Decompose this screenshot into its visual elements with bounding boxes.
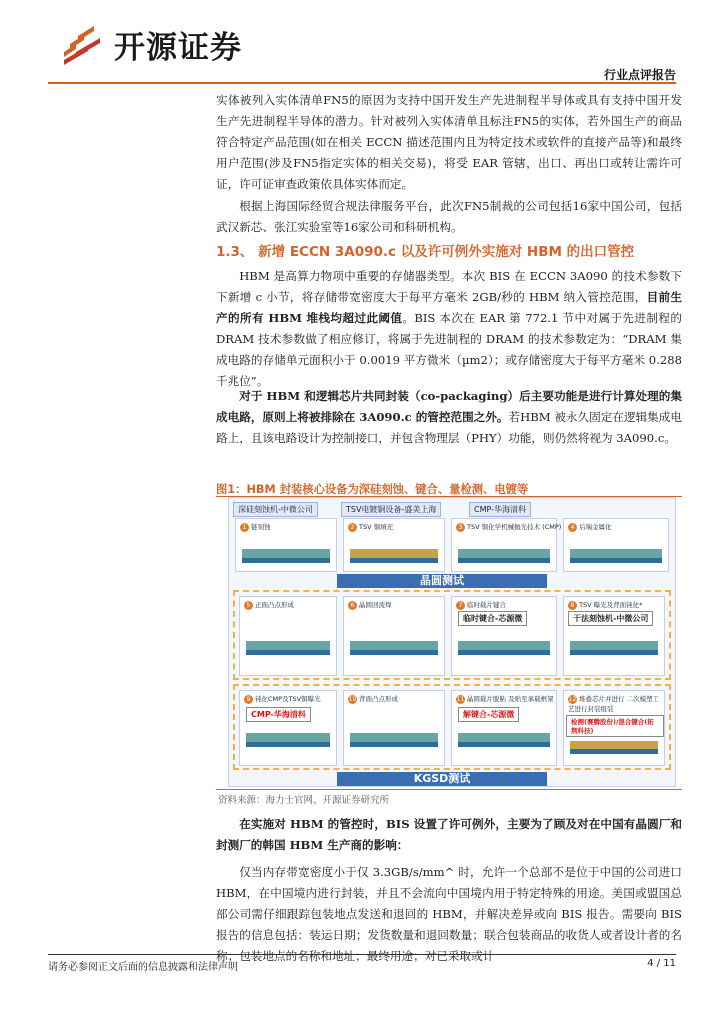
vendor-dry-etch: 干法刻蚀机-中微公司 — [568, 611, 653, 626]
step-cell: 1 链刻蚀 — [235, 518, 337, 572]
paragraph-exception-conditions: 仅当内存带宽密度小于仅 3.3GB/s/mm^ 时，允许一个总部不是位于中国的公司进口 HBM，在中国境内进行封装，并且不会流向中国境内用于特定特殊的用途。美国或盟国总部公司需仔细跟踪包装地点发送和退回的 HBM，并解决差异或向 BIS 报告。需要向 BIS 报告的信息包括：装运日期；发货数量和退回数量；联合包装商品的收货人或者设计者的名称；包装地点的名称和地址；最终用途；对已采取或计 — [216, 865, 682, 963]
step-cell: 12 堆叠芯片并进行 二次模塑工艺进行封装组装 检测(赛腾股份)/混合键合(拓荆科技) — [563, 690, 665, 766]
step-cell: 9 钝化CMP及TSV铜曝光 CMP-华海清科 — [239, 690, 337, 766]
hbm-process-figure — [228, 497, 676, 787]
step-label: 临时载片键合 — [467, 601, 506, 609]
dashed-zone — [233, 590, 671, 680]
step-label: 晶圆回流焊 — [359, 601, 392, 609]
wafer-test-band: 晶圆测试 — [337, 574, 547, 588]
paragraph-fn5-reason: 实体被列入实体清单FN5的原因为支持中国开发生产先进制程半导体或具有支持中国开发生产先进制程半导体的潜力。针对被列入实体清单且标注FN5的实体，若外国生产的商品符合特定产品范围(如在相关 ECCN 描述范围内且为特定技术或软件的直接产品等)和最终用户范围(涉及FN5指定实体的相关交易)，将受 EAR 管辖，出口、再出口或转让需许可证，许可证审查政策依具体实体而定。 — [216, 93, 682, 191]
step-label: 钝化CMP及TSV铜曝光 — [255, 695, 321, 703]
step-label: 后端金属化 — [579, 523, 612, 531]
vendor-inspection-bond: 检测(赛腾股份)/混合键合(拓荆科技) — [566, 715, 664, 737]
step-cell: 7 临时载片键合 临时键合-芯源微 — [451, 596, 557, 676]
paragraph-hbm-control-a: HBM 是高算力物项中重要的存储器类型。本次 BIS 在 ECCN 3A090 的技术参数下下新增 c 小节，将存储带宽密度大于每平方毫米 2GB/秒的 HBM 纳入管控范围， — [216, 269, 682, 304]
report-type: 行业点评报告 — [603, 68, 676, 82]
vendor-tag-cmp: CMP-华海清科 — [469, 502, 531, 517]
footer-divider — [48, 954, 676, 955]
step-label: 堆叠芯片并进行 二次模塑工艺进行封装组装 — [568, 695, 660, 713]
dashed-zone — [233, 684, 671, 770]
step-label: TSV 铜填充 — [359, 523, 394, 531]
section-heading: 1.3、 新增 ECCN 3A090.c 以及许可例外实施对 HBM 的出口管控 — [216, 244, 635, 260]
page-number: 4 / 11 — [647, 958, 676, 969]
paragraph-hbm-control-c: 。BIS 本次在 EAR 第 772.1 节中对属于先进制程的 DRAM 技术参数做了相应修订，将属于先进制程的 DRAM 的技术参数定为：“DRAM 集成电路的存储单元面积小于 0.0019 平方微米（µm2）；或存储密度大于每平方毫米 0.288 千兆位”。 — [216, 311, 682, 388]
step-cell: 4 后端金属化 — [563, 518, 669, 572]
paragraph-sanctioned-companies: 根据上海国际经贸合规法律服务平台，此次FN5制裁的公司包括16家中国公司，包括武汉新芯、张江实验室等16家公司和科研机构。 — [216, 199, 682, 234]
paragraph-co-packaging — [216, 386, 682, 449]
vendor-temp-bond: 临时键合-芯源微 — [458, 611, 527, 626]
step-cell: 6 晶圆回流焊 — [343, 596, 445, 676]
header-divider — [48, 82, 676, 84]
step-cell: 8 TSV 曝光及背面钝化* 干法刻蚀机-中微公司 — [563, 596, 665, 676]
brand-name: 开源证券 — [114, 30, 242, 66]
brand-logo — [60, 18, 280, 70]
kgsd-test-band: KGSD测试 — [337, 772, 547, 786]
brand-mark-icon — [60, 22, 106, 64]
step-label: 链刻蚀 — [251, 523, 271, 531]
footer-disclaimer: 请务必参阅正文后面的信息披露和法律声明 — [48, 962, 238, 973]
figure-bottom-rule — [216, 789, 682, 790]
paragraph-co-packaging-rest: 若HBM 被永久固定在逻辑集成电路上，且该电路设计为控制接口，并包含物理层（PHY）功能，则仍然将视为 3A090.c。 — [216, 410, 682, 445]
paragraph-co-packaging-bold: 对于 HBM 和逻辑芯片共同封装（co-packaging）后主要功能是进行计算处理的集成电路，原则上将被排除在 3A090.c 的管控范围之外。 — [216, 389, 682, 424]
vendor-tag-etch: 深硅刻蚀机-中微公司 — [233, 502, 318, 517]
step-label: TSV 铜化学机械抛光技术 (CMP) — [467, 523, 562, 531]
vendor-debond: 解键合-芯源微 — [458, 707, 519, 722]
vendor-tag-plating: TSV电镀铜设备-盛美上海 — [341, 502, 441, 517]
paragraph-hbm-control — [216, 266, 682, 392]
step-label: TSV 曝光及背面钝化* — [579, 601, 643, 609]
paragraph-license-exception: 在实施对 HBM 的管控时，BIS 设置了许可例外，主要为了顾及对在中国有晶圆厂和封测厂的韩国 HBM 生产商的影响： — [216, 817, 682, 852]
vendor-cmp: CMP-华海清科 — [246, 707, 311, 722]
step-cell: 2 TSV 铜填充 — [343, 518, 445, 572]
paragraph-hbm-control-bold: 目前生产的所有 HBM 堆栈均超过此阈值 — [216, 290, 682, 325]
step-cell: 11 晶圆载片脱粘 及贴至承载框架 解键合-芯源微 — [451, 690, 557, 766]
step-cell: 3 TSV 铜化学机械抛光技术 (CMP) — [451, 518, 557, 572]
step-label: 背面凸点形成 — [359, 695, 398, 703]
figure-title: 图1：HBM 封装核心设备为深硅刻蚀、键合、量检测、电镀等 — [216, 483, 529, 496]
step-label: 晶圆载片脱粘 及贴至承载框架 — [467, 695, 554, 703]
step-label: 正面凸点形成 — [255, 601, 294, 609]
step-cell: 5 正面凸点形成 — [239, 596, 337, 676]
step-cell: 10 背面凸点形成 — [343, 690, 445, 766]
figure-source: 资料来源：海力士官网、开源证券研究所 — [218, 795, 390, 806]
